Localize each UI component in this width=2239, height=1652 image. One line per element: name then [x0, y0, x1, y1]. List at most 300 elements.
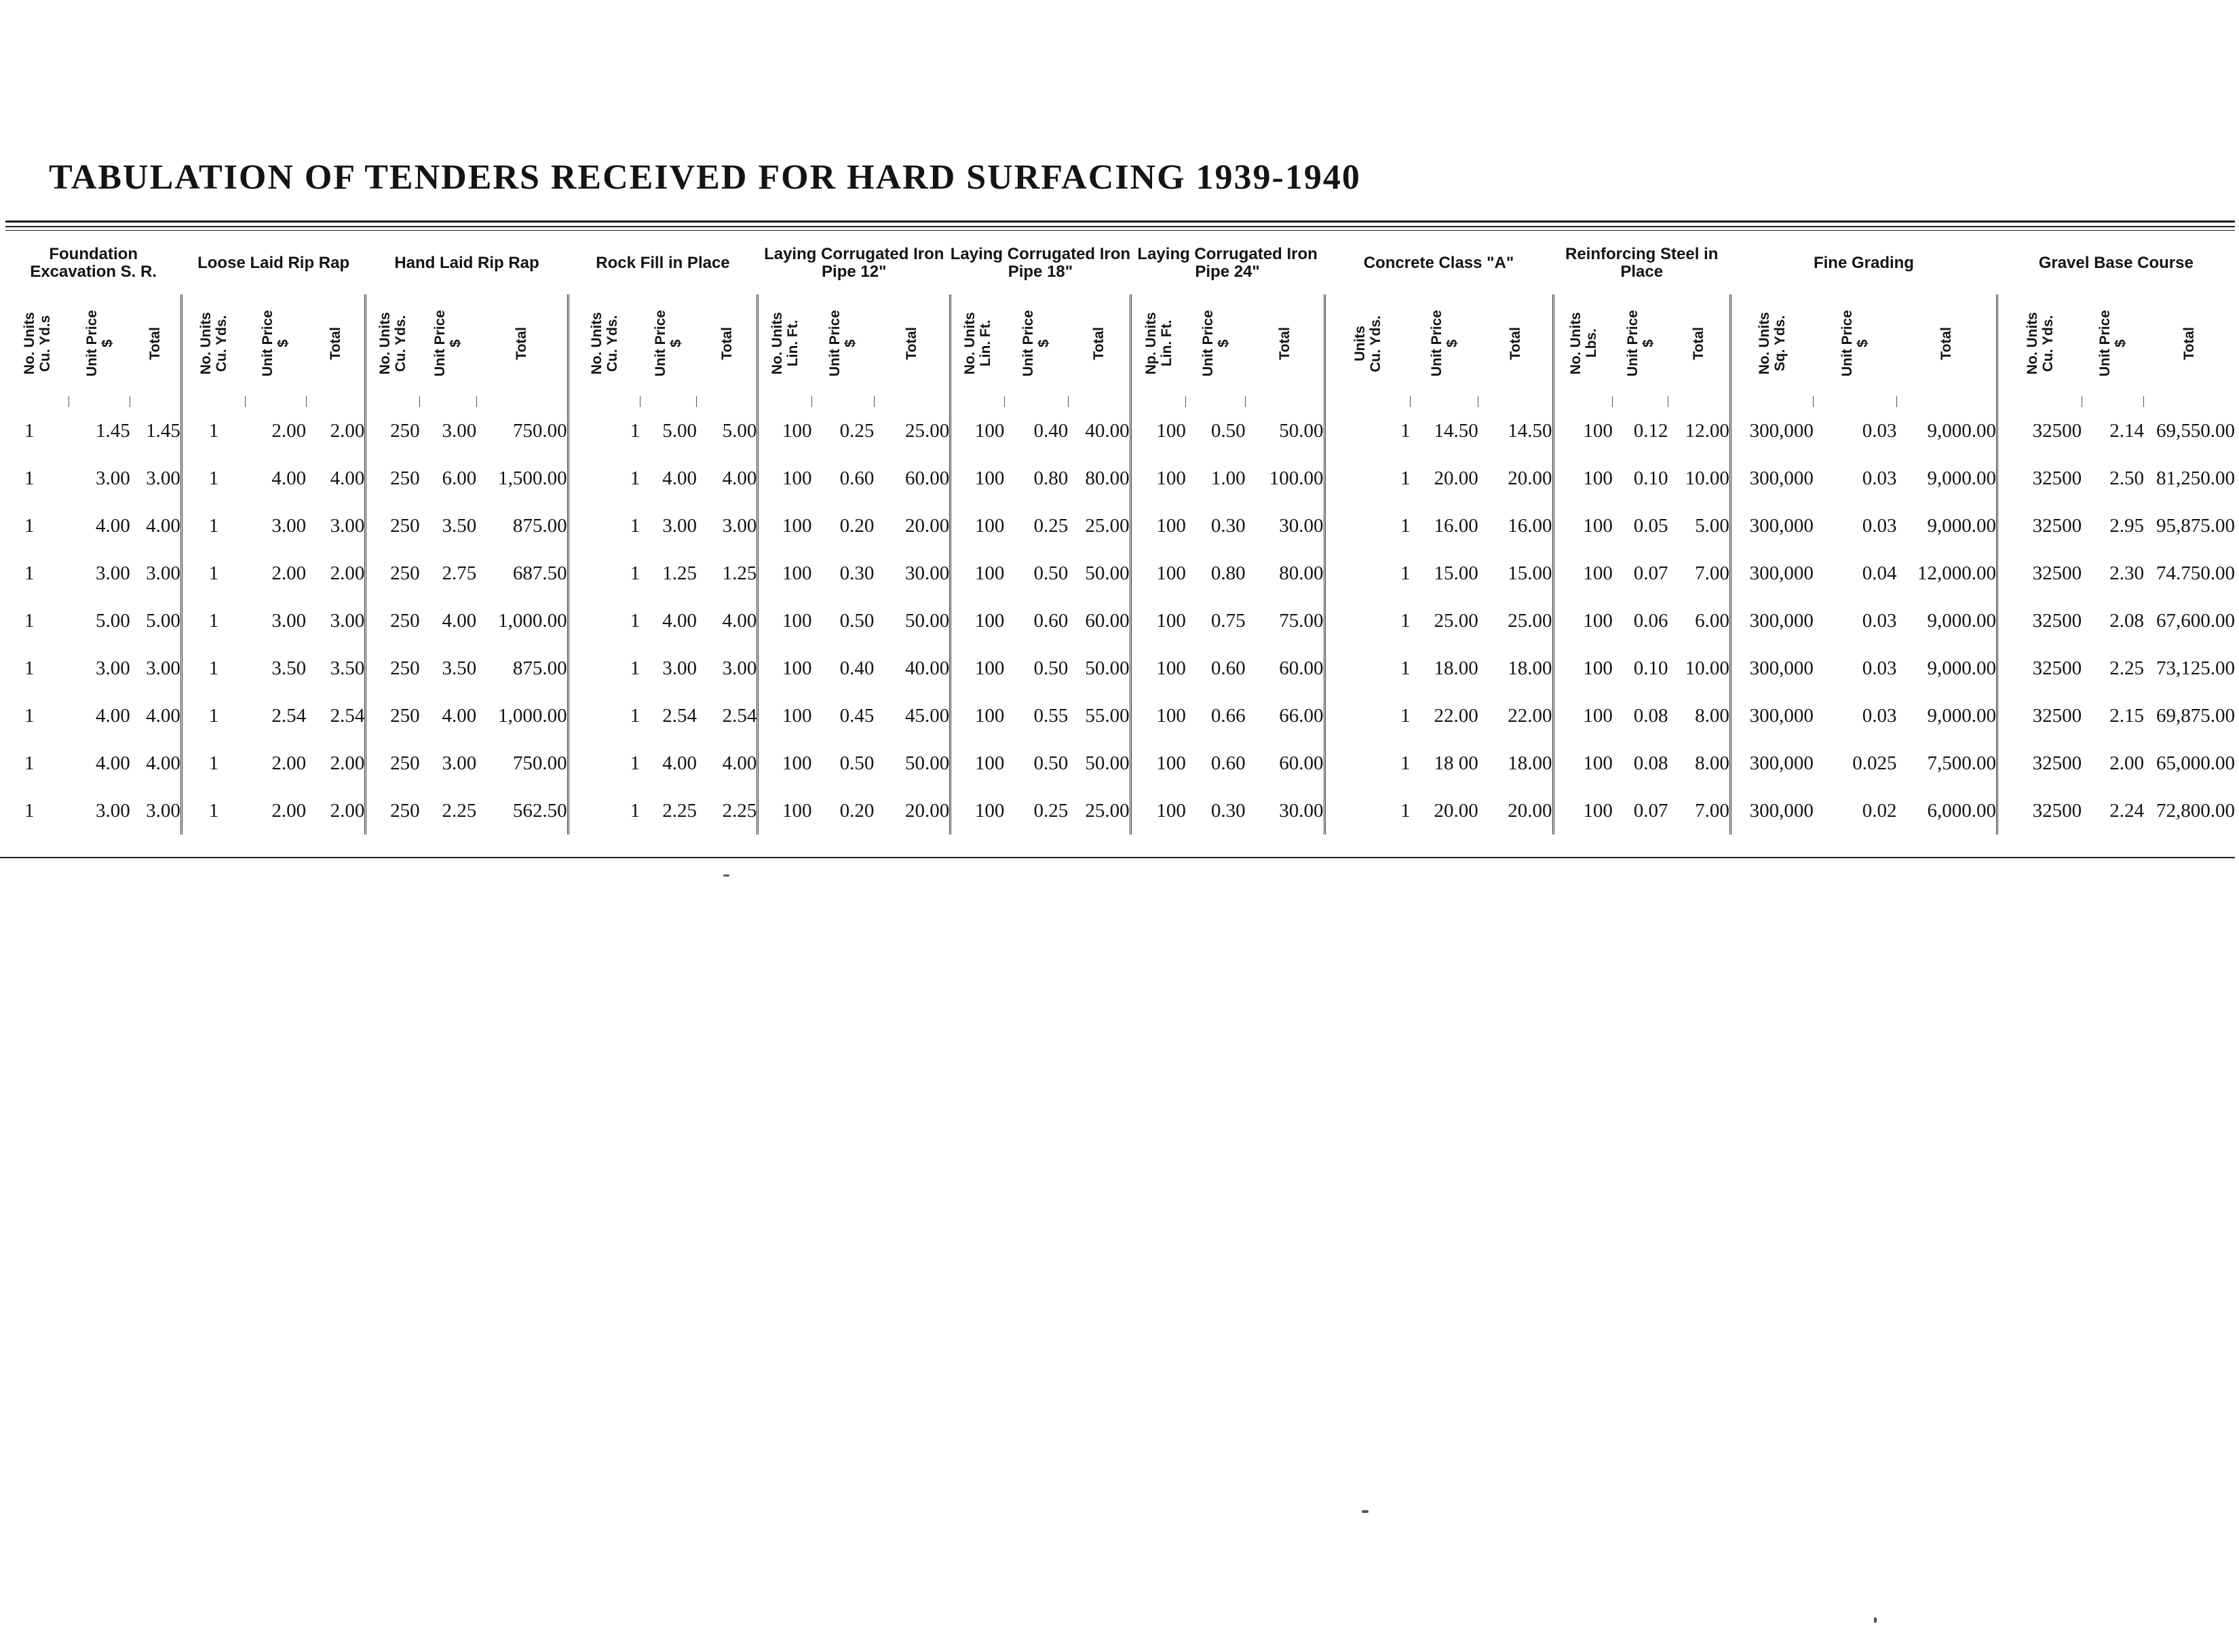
column-header-label: No. Units Lbs. — [1567, 312, 1599, 375]
column-header-label: Unit Price $ — [1020, 310, 1052, 377]
table-cell: 80.00 — [1279, 562, 1324, 584]
column-header — [1997, 294, 2082, 396]
table-cell: 3.00 — [96, 562, 130, 584]
table-cell: 100 — [758, 502, 812, 550]
table-cell: 1.45 — [96, 419, 130, 442]
column-header — [69, 294, 130, 396]
table-cell: 250 — [366, 550, 420, 597]
table-cell: 1 — [181, 502, 245, 550]
table-row — [5, 645, 2235, 692]
column-header — [2082, 294, 2144, 396]
table-cell: 0.50 — [1033, 752, 1069, 774]
table-cell: 4.00 — [662, 752, 697, 774]
table-cell: 0.60 — [1210, 752, 1246, 774]
table-cell: 0.30 — [1210, 799, 1246, 822]
table-cell: 40.00 — [1085, 419, 1130, 442]
table-cell: 5.00 — [722, 419, 757, 442]
table-cell: 3.00 — [442, 752, 477, 774]
table-cell: 300,000 — [1730, 455, 1814, 502]
column-header — [420, 294, 477, 396]
table-cell: 0.60 — [839, 467, 875, 489]
column-header — [130, 294, 182, 396]
column-header — [951, 294, 1005, 396]
header-rule — [5, 226, 2235, 227]
table-cell: 3.50 — [271, 657, 307, 679]
table-cell: 0.03 — [1862, 514, 1897, 537]
table-row — [5, 597, 2235, 645]
table-cell: 25.00 — [1085, 799, 1130, 822]
table-cell: 1 — [181, 550, 245, 597]
column-header-label: Total — [147, 327, 164, 360]
table-cell: 0.50 — [839, 752, 875, 774]
table-cell: 6,000.00 — [1927, 799, 1997, 822]
table-cell: 1,500.00 — [498, 467, 567, 489]
table-cell: 2.50 — [2109, 467, 2144, 489]
table-cell: 5.00 — [146, 609, 180, 632]
table-cell: 100 — [1130, 407, 1186, 455]
table-cell: 100 — [1130, 502, 1186, 550]
table-cell: 750.00 — [512, 419, 567, 442]
column-header — [1478, 294, 1553, 396]
table-cell: 0.25 — [1033, 514, 1069, 537]
table-row — [5, 692, 2235, 739]
column-header-label: Total — [1691, 327, 1707, 360]
column-header-label: Total — [327, 327, 343, 360]
table-cell: 5.00 — [662, 419, 697, 442]
column-header — [1130, 294, 1186, 396]
table-cell: 22.00 — [1508, 704, 1552, 727]
column-header — [640, 294, 697, 396]
column-header-label: Np. Units Lin. Ft. — [1143, 312, 1174, 375]
table-cell: 100 — [1553, 645, 1613, 692]
table-cell: 3.00 — [96, 657, 130, 679]
table-cell: 2.00 — [271, 752, 307, 774]
table-cell: 0.02 — [1862, 799, 1897, 822]
table-cell: 10.00 — [1685, 657, 1729, 679]
column-header-label: Total — [1938, 327, 1955, 360]
table-cell: 0.03 — [1862, 657, 1897, 679]
table-cell: 300,000 — [1730, 645, 1814, 692]
table-cell: 100 — [758, 692, 812, 739]
table-cell: 6.00 — [1695, 609, 1729, 632]
table-cell: 1 — [1324, 550, 1411, 597]
table-cell: 1 — [24, 419, 35, 442]
table-cell: 14.50 — [1508, 419, 1552, 442]
table-cell: 0.025 — [1852, 752, 1897, 774]
table-cell: 100 — [951, 407, 1005, 455]
table-cell: 2.00 — [330, 562, 365, 584]
table-row — [5, 787, 2235, 834]
table-cell: 1 — [568, 692, 640, 739]
table-cell: 100 — [1553, 787, 1613, 834]
table-cell: 3.50 — [442, 514, 477, 537]
column-header-label: No. Units Cu. Yds. — [588, 312, 620, 375]
table-cell: 1 — [1324, 455, 1411, 502]
table-cell: 3.00 — [330, 609, 365, 632]
table-cell: 0.50 — [1210, 419, 1246, 442]
table-cell: 30.00 — [904, 562, 950, 584]
table-cell: 100 — [951, 692, 1005, 739]
table-cell: 32500 — [1997, 597, 2082, 645]
table-cell: 100 — [1130, 455, 1186, 502]
table-cell: 250 — [366, 739, 420, 787]
table-cell: 1 — [1324, 645, 1411, 692]
table-cell: 300,000 — [1730, 407, 1814, 455]
table-cell: 22.00 — [1434, 704, 1478, 727]
table-cell: 32500 — [1997, 502, 2082, 550]
table-cell: 100 — [758, 550, 812, 597]
table-cell: 3.00 — [146, 799, 180, 822]
table-cell: 4.00 — [662, 609, 697, 632]
table-cell: 32500 — [1997, 645, 2082, 692]
table-cell: 3.00 — [662, 657, 697, 679]
table-cell: 15.00 — [1508, 562, 1552, 584]
table-cell: 250 — [366, 787, 420, 834]
group-header: Rock Fill in Place — [596, 254, 730, 272]
column-header — [568, 294, 640, 396]
table-cell: 1.45 — [146, 419, 180, 442]
table-cell: 1 — [24, 562, 35, 584]
column-header — [1186, 294, 1246, 396]
table-cell: 100.00 — [1269, 467, 1324, 489]
table-cell: 12,000.00 — [1917, 562, 1997, 584]
column-header-label: Units Cu. Yds. — [1352, 315, 1384, 372]
column-header-label: Unit Price $ — [1624, 310, 1656, 377]
column-header — [1553, 294, 1613, 396]
table-cell: 1 — [181, 455, 245, 502]
column-header — [697, 294, 758, 396]
table-cell: 1 — [24, 467, 35, 489]
column-header — [1814, 294, 1897, 396]
table-cell: 1 — [24, 704, 35, 727]
table-cell: 1 — [568, 597, 640, 645]
table-cell: 1.00 — [1210, 467, 1246, 489]
table-cell: 50.00 — [1085, 657, 1130, 679]
column-header-label: Total — [514, 327, 530, 360]
table-cell: 2.15 — [2109, 704, 2144, 727]
table-cell: 1 — [24, 752, 35, 774]
table-cell: 55.00 — [1085, 704, 1130, 727]
table-cell: 4.00 — [96, 704, 130, 727]
table-cell: 1 — [24, 657, 35, 679]
table-cell: 25.00 — [1085, 514, 1130, 537]
table-cell: 50.00 — [1085, 752, 1130, 774]
table-cell: 75.00 — [1279, 609, 1324, 632]
header-rule — [5, 220, 2235, 223]
group-header: Gravel Base Course — [2038, 254, 2194, 272]
table-cell: 20.00 — [904, 514, 950, 537]
table-cell: 60.00 — [1279, 752, 1324, 774]
column-header-label: Total — [904, 327, 920, 360]
table-cell: 100 — [758, 597, 812, 645]
table-cell: 95,875.00 — [2156, 514, 2235, 537]
table-cell: 0.50 — [839, 609, 875, 632]
table-cell: 2.25 — [442, 799, 477, 822]
column-header-label: Unit Price $ — [432, 310, 464, 377]
column-header — [5, 294, 69, 396]
column-header — [874, 294, 950, 396]
table-cell: 3.00 — [146, 562, 180, 584]
table-cell: 687.50 — [512, 562, 567, 584]
column-header-label: Total — [2181, 327, 2198, 360]
table-cell: 9,000.00 — [1927, 704, 1997, 727]
table-cell: 100 — [1553, 692, 1613, 739]
table-cell: 1 — [181, 407, 245, 455]
table-cell: 4.00 — [271, 467, 307, 489]
table-cell: 60.00 — [1279, 657, 1324, 679]
table-cell: 2.25 — [662, 799, 697, 822]
column-header-label: Unit Price $ — [653, 310, 685, 377]
spacer-row — [5, 396, 2235, 407]
table-cell: 20.00 — [1434, 799, 1478, 822]
table-cell: 100 — [951, 787, 1005, 834]
table-cell: 300,000 — [1730, 597, 1814, 645]
print-speck — [1874, 1617, 1877, 1623]
column-header — [366, 294, 420, 396]
group-header: Reinforcing Steel in Place — [1565, 245, 1719, 281]
table-cell: 3.00 — [146, 467, 180, 489]
group-header: Laying Corrugated Iron Pipe 18" — [950, 245, 1131, 281]
table-cell: 2.95 — [2109, 514, 2144, 537]
table-cell: 8.00 — [1695, 704, 1729, 727]
column-header — [1324, 294, 1411, 396]
table-cell: 1.25 — [662, 562, 697, 584]
header-rule — [5, 230, 2235, 231]
column-header-label: Unit Price $ — [83, 310, 115, 377]
table-cell: 2.54 — [722, 704, 757, 727]
table-cell: 18.00 — [1508, 657, 1552, 679]
table-cell: 250 — [366, 692, 420, 739]
table-cell: 1 — [1324, 597, 1411, 645]
table-cell: 2.00 — [271, 419, 307, 442]
table-cell: 0.66 — [1210, 704, 1246, 727]
table-cell: 250 — [366, 407, 420, 455]
column-header-label: Total — [1507, 327, 1523, 360]
table-cell: 1 — [1324, 739, 1411, 787]
table-cell: 18 00 — [1434, 752, 1478, 774]
table-cell: 3.00 — [96, 467, 130, 489]
column-header-label: No. Units Lin. Ft. — [769, 312, 801, 375]
table-cell: 1 — [181, 739, 245, 787]
table-cell: 50.00 — [904, 609, 950, 632]
group-header: Hand Laid Rip Rap — [394, 254, 539, 272]
column-header-label: Total — [1276, 327, 1293, 360]
table-cell: 1 — [24, 799, 35, 822]
table-cell: 9,000.00 — [1927, 467, 1997, 489]
table-cell: 30.00 — [1279, 514, 1324, 537]
table-cell: 3.00 — [271, 514, 307, 537]
table-cell: 1 — [1324, 407, 1411, 455]
table-cell: 1 — [568, 455, 640, 502]
table-cell: 3.00 — [330, 514, 365, 537]
table-row — [5, 455, 2235, 502]
table-cell: 1 — [1324, 787, 1411, 834]
table-cell: 1 — [568, 407, 640, 455]
table-cell: 2.24 — [2109, 799, 2144, 822]
table-cell: 20.00 — [1508, 799, 1552, 822]
table-cell: 2.54 — [662, 704, 697, 727]
column-header-label: No. Units Cu. Yds. — [377, 312, 409, 375]
table-cell: 4.00 — [722, 752, 757, 774]
table-cell: 100 — [1130, 597, 1186, 645]
table-cell: 73,125.00 — [2156, 657, 2235, 679]
group-header: Concrete Class "A" — [1363, 254, 1514, 272]
table-cell: 18.00 — [1508, 752, 1552, 774]
table-cell: 45.00 — [904, 704, 950, 727]
table-cell: 100 — [1130, 645, 1186, 692]
table-cell: 3.00 — [96, 799, 130, 822]
table-cell: 100 — [758, 407, 812, 455]
table-cell: 100 — [758, 455, 812, 502]
table-cell: 1 — [1324, 692, 1411, 739]
table-cell: 2.54 — [330, 704, 365, 727]
table-cell: 18.00 — [1434, 657, 1478, 679]
table-cell: 15.00 — [1434, 562, 1478, 584]
table-cell: 0.40 — [1033, 419, 1069, 442]
column-header — [1730, 294, 1814, 396]
table-cell: 9,000.00 — [1927, 609, 1997, 632]
table-cell: 2.14 — [2109, 419, 2144, 442]
table-cell: 3.00 — [271, 609, 307, 632]
table-cell: 250 — [366, 597, 420, 645]
table-cell: 20.00 — [1434, 467, 1478, 489]
table-cell: 100 — [1553, 455, 1613, 502]
table-cell: 100 — [1130, 739, 1186, 787]
column-header — [1896, 294, 1997, 396]
table-cell: 0.40 — [839, 657, 875, 679]
table-cell: 100 — [1130, 550, 1186, 597]
table-cell: 100 — [1553, 597, 1613, 645]
table-cell: 0.80 — [1033, 467, 1069, 489]
table-cell: 100 — [758, 739, 812, 787]
table-cell: 65,000.00 — [2156, 752, 2235, 774]
table-cell: 0.25 — [839, 419, 875, 442]
table-cell: 1 — [181, 787, 245, 834]
table-cell: 3.00 — [662, 514, 697, 537]
table-cell: 0.30 — [1210, 514, 1246, 537]
table-cell: 2.25 — [722, 799, 757, 822]
column-header-label: No. Units Cu. Yds. — [198, 312, 230, 375]
table-cell: 100 — [1130, 692, 1186, 739]
table-cell: 0.03 — [1862, 609, 1897, 632]
table-cell: 20.00 — [904, 799, 950, 822]
group-header: Fine Grading — [1813, 254, 1914, 272]
table-cell: 0.55 — [1033, 704, 1069, 727]
table-cell: 0.30 — [839, 562, 875, 584]
table-cell: 1 — [181, 597, 245, 645]
table-cell: 3.50 — [330, 657, 365, 679]
column-header-label: Unit Price $ — [260, 310, 292, 377]
column-header-label: Total — [1090, 327, 1107, 360]
table-cell: 100 — [951, 645, 1005, 692]
table-cell: 250 — [366, 455, 420, 502]
table-cell: 0.20 — [839, 799, 875, 822]
table-cell: 0.10 — [1633, 467, 1668, 489]
table-cell: 1.25 — [722, 562, 757, 584]
table-cell: 69,875.00 — [2156, 704, 2235, 727]
table-cell: 8.00 — [1695, 752, 1729, 774]
table-cell: 32500 — [1997, 692, 2082, 739]
column-header — [1613, 294, 1668, 396]
table-cell: 0.50 — [1033, 657, 1069, 679]
table-cell: 2.00 — [2109, 752, 2144, 774]
print-speck — [1362, 1510, 1369, 1513]
table-cell: 300,000 — [1730, 692, 1814, 739]
table-cell: 0.25 — [1033, 799, 1069, 822]
table-cell: 0.03 — [1862, 419, 1897, 442]
table-cell: 4.00 — [722, 609, 757, 632]
column-header — [1246, 294, 1324, 396]
column-header — [1004, 294, 1068, 396]
table-cell: 5.00 — [96, 609, 130, 632]
table-cell: 50.00 — [1085, 562, 1130, 584]
table-cell: 4.00 — [330, 467, 365, 489]
tenders-table — [5, 232, 2235, 834]
table-cell: 4.00 — [96, 514, 130, 537]
table-cell: 12.00 — [1685, 419, 1729, 442]
column-header — [758, 294, 812, 396]
table-cell: 100 — [758, 645, 812, 692]
table-cell: 100 — [1130, 787, 1186, 834]
table-cell: 7,500.00 — [1927, 752, 1997, 774]
table-cell: 1 — [1324, 502, 1411, 550]
group-header: Loose Laid Rip Rap — [197, 254, 350, 272]
table-cell: 1 — [568, 502, 640, 550]
table-cell: 3.00 — [146, 657, 180, 679]
column-header-label: No. Units Sq. Yds. — [1757, 312, 1788, 375]
column-header-label: No. Units Cu. Yd.s — [21, 312, 53, 375]
table-cell: 10.00 — [1685, 467, 1729, 489]
table-cell: 0.10 — [1633, 657, 1668, 679]
table-cell: 0.05 — [1633, 514, 1668, 537]
table-cell: 875.00 — [512, 514, 567, 537]
table-row — [5, 407, 2235, 455]
table-cell: 100 — [951, 455, 1005, 502]
table-cell: 20.00 — [1508, 467, 1552, 489]
table-cell: 40.00 — [904, 657, 950, 679]
column-header-label: Unit Price $ — [1839, 310, 1871, 377]
column-header-label: No. Units Cu. Yds. — [2024, 312, 2056, 375]
table-cell: 3.50 — [442, 657, 477, 679]
table-cell: 100 — [1553, 739, 1613, 787]
table-cell: 100 — [1553, 407, 1613, 455]
table-cell: 2.54 — [271, 704, 307, 727]
table-cell: 0.06 — [1633, 609, 1668, 632]
group-header: Laying Corrugated Iron Pipe 24" — [1137, 245, 1318, 281]
table-cell: 100 — [758, 787, 812, 834]
table-cell: 875.00 — [512, 657, 567, 679]
table-cell: 32500 — [1997, 407, 2082, 455]
table-cell: 1,000.00 — [498, 704, 567, 727]
table-cell: 1 — [568, 645, 640, 692]
table-cell: 1 — [568, 739, 640, 787]
table-cell: 0.03 — [1862, 704, 1897, 727]
table-cell: 0.12 — [1633, 419, 1668, 442]
table-cell: 5.00 — [1695, 514, 1729, 537]
table-cell: 7.00 — [1695, 562, 1729, 584]
table-cell: 32500 — [1997, 787, 2082, 834]
table-cell: 0.20 — [839, 514, 875, 537]
table-cell: 32500 — [1997, 550, 2082, 597]
column-header-label: Unit Price $ — [827, 310, 859, 377]
table-cell: 9,000.00 — [1927, 657, 1997, 679]
table-cell: 1 — [568, 550, 640, 597]
table-cell: 562.50 — [512, 799, 567, 822]
table-cell: 67,600.00 — [2156, 609, 2235, 632]
table-cell: 250 — [366, 645, 420, 692]
table-cell: 100 — [1553, 550, 1613, 597]
table-cell: 1 — [24, 514, 35, 537]
